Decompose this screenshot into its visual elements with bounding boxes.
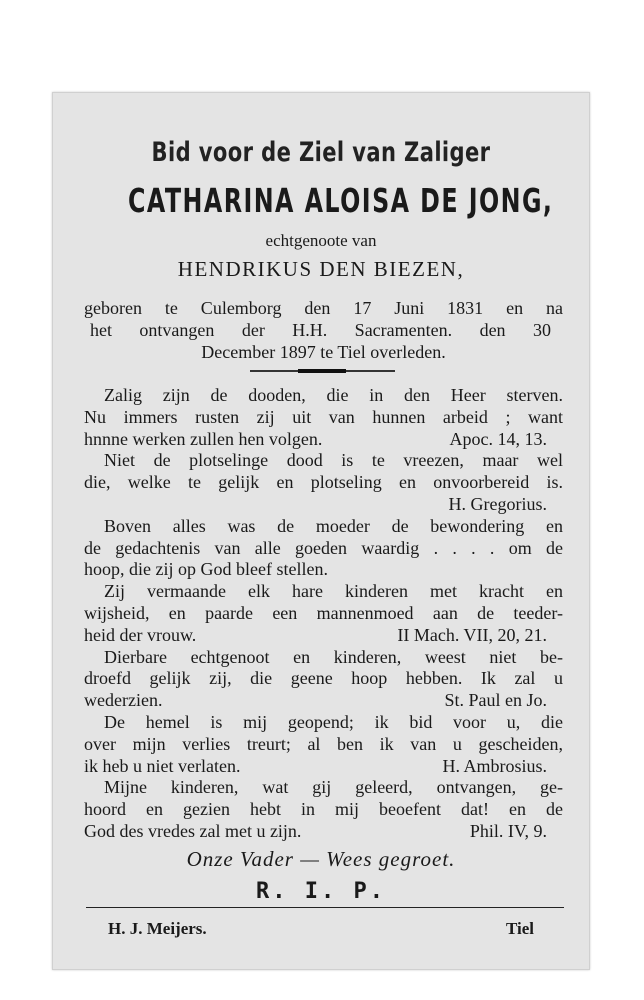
text-line: Zalig zijn de dooden, die in den Heer sterven.: [104, 385, 563, 405]
verse-text: ik heb u niet verlaten.: [84, 755, 241, 776]
verse-text: hnnne werken zullen hen volgen.: [84, 428, 323, 449]
spouse-name: HENDRIKUS DEN BIEZEN,: [177, 257, 465, 281]
text-line: [84, 821, 563, 843]
verse-reference: Phil. IV, 9.: [469, 820, 547, 841]
text-line: Dierbare echtgenoot en kinderen, weest niet be-: [104, 646, 563, 667]
verse-reference: H. Ambrosius.: [442, 755, 547, 776]
verse-text: heid der vrouw.: [84, 624, 197, 645]
text-line: de gedachtenis van alle goeden waardig . . . . om de: [84, 537, 563, 558]
text-line: De hemel is mij geopend; ik bid voor u, die: [104, 711, 563, 732]
spouse-intro: echtgenoote van: [265, 231, 377, 250]
verse-reference: II Mach. VII, 20, 21.: [397, 624, 547, 645]
text-line: Boven alles was de moeder de bewondering en: [104, 515, 563, 536]
verse-reference: St. Paul en Jo.: [444, 690, 547, 711]
text-line: [84, 429, 563, 451]
text-line: Mijne kinderen, wat gij geleerd, ontvangen, ge-: [104, 777, 563, 798]
text-line: droefd gelijk zij, die geene hoop hebben. Ik zal u: [84, 668, 563, 689]
text-line: [84, 690, 563, 712]
verses: [84, 385, 563, 843]
verse-text: God des vredes zal met u zijn.: [84, 820, 302, 841]
text-line: die, welke te gelijk en plotseling en onvoorbereid is.: [84, 472, 563, 493]
verse-reference: H. Gregorius.: [448, 493, 547, 514]
text-line: December 1897 te Tiel overleden.: [201, 341, 446, 362]
text-line: hoord en gezien hebt in mij beoefent dat! en de: [84, 799, 563, 820]
verse-reference: Apoc. 14, 13.: [449, 428, 547, 449]
text-line: wijsheid, en paarde een mannenmoed aan de teeder-: [84, 602, 563, 623]
text-line: Niet de plotselinge dood is te vreezen, maar wel: [104, 450, 563, 471]
printer-name: H. J. Meijers.: [108, 919, 207, 938]
text-line: [84, 625, 563, 647]
text-line: Nu immers rusten zij uit van hunnen arbeid ; want: [84, 406, 563, 427]
printer-city: Tiel: [505, 919, 534, 938]
ornamental-divider: [250, 370, 395, 372]
text-line: geboren te Culemborg den 17 Juni 1831 en na: [84, 298, 563, 318]
footer: [108, 919, 534, 939]
text-line: hoop, die zij op God bleef stellen.: [84, 559, 328, 580]
prayer-line: Onze Vader — Wees gegroet.: [186, 847, 456, 871]
text-line: het ontvangen der H.H. Sacramenten. den 30: [90, 319, 551, 340]
text-line: Zij vermaande elk hare kinderen met kracht en: [104, 581, 563, 602]
deceased-name: CATHARINA ALOISA DE JONG,: [128, 181, 554, 220]
text-line: [84, 756, 563, 778]
card-heading: Bid voor de Ziel van Zaliger: [151, 137, 491, 168]
birth-death-text: [84, 298, 563, 363]
verse-text: wederzien.: [84, 690, 163, 711]
text-line: over mijn verlies treurt; al ben ik van u gescheiden,: [84, 733, 563, 754]
footer-rule: [86, 907, 564, 908]
memorial-card: [52, 92, 590, 970]
rip-text: R. I. P.: [256, 879, 386, 904]
